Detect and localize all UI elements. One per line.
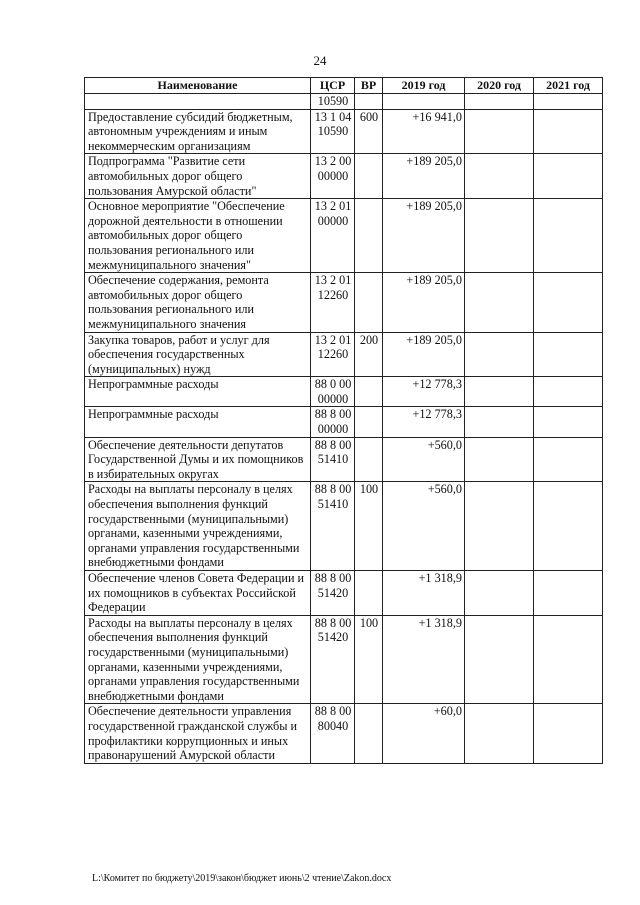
cell-2019: +16 941,0 — [383, 109, 465, 154]
table-row — [85, 437, 603, 482]
cell-2021 — [534, 154, 603, 199]
cell-2020 — [465, 615, 534, 704]
cell-name: Расходы на выплаты персоналу в целях обеспечения выполнения функций государственными (муниципальными) органами, казенными учреждениями, органами управления государственными внебюджетными фондами — [85, 482, 311, 571]
cell-vr — [355, 377, 383, 407]
cell-2021 — [534, 437, 603, 482]
cell-2021 — [534, 482, 603, 571]
file-path-footer: L:\Комитет по бюджету\2019\закон\бюджет июнь\2 чтение\Zakon.docx — [92, 873, 392, 884]
cell-2020 — [465, 332, 534, 377]
table-row — [85, 571, 603, 616]
table-row — [85, 377, 603, 407]
header-2020: 2020 год — [465, 78, 534, 94]
table-header-row — [85, 78, 603, 94]
table-row — [85, 407, 603, 437]
cell-2021 — [534, 199, 603, 273]
cell-2020 — [465, 109, 534, 154]
cell-2020 — [465, 704, 534, 763]
cell-2021 — [534, 615, 603, 704]
table-row — [85, 199, 603, 273]
cell-2019: +189 205,0 — [383, 199, 465, 273]
cell-name: Предоставление субсидий бюджетным, автономным учреждениям и иным некоммерческим организациям — [85, 109, 311, 154]
cell-2019: +560,0 — [383, 482, 465, 571]
cell-2020 — [465, 273, 534, 332]
cell-name: Обеспечение деятельности управления государственной гражданской службы и профилактики коррупционных и иных правонарушений Амурской области — [85, 704, 311, 763]
cell-name: Непрограммные расходы — [85, 377, 311, 407]
cell-2020 — [465, 94, 534, 110]
cell-2021 — [534, 571, 603, 616]
cell-name: Непрограммные расходы — [85, 407, 311, 437]
table-body — [85, 94, 603, 764]
cell-vr: 100 — [355, 482, 383, 571]
cell-2020 — [465, 407, 534, 437]
cell-2021 — [534, 273, 603, 332]
cell-2020 — [465, 377, 534, 407]
table-row — [85, 109, 603, 154]
table-row — [85, 273, 603, 332]
cell-2021 — [534, 109, 603, 154]
cell-name: Обеспечение содержания, ремонта автомобильных дорог общего пользования регионального или межмуниципального значения — [85, 273, 311, 332]
header-2021: 2021 год — [534, 78, 603, 94]
table-row — [85, 482, 603, 571]
cell-csr: 88 0 00 00000 — [311, 377, 355, 407]
cell-vr — [355, 94, 383, 110]
cell-2019: +189 205,0 — [383, 154, 465, 199]
cell-2020 — [465, 571, 534, 616]
table-row — [85, 154, 603, 199]
cell-2019: +560,0 — [383, 437, 465, 482]
cell-csr: 13 2 01 12260 — [311, 332, 355, 377]
cell-2019: +1 318,9 — [383, 571, 465, 616]
cell-2019 — [383, 94, 465, 110]
cell-2021 — [534, 377, 603, 407]
cell-csr: 13 2 00 00000 — [311, 154, 355, 199]
cell-name: Обеспечение членов Совета Федерации и их помощников в субъектах Российской Федерации — [85, 571, 311, 616]
cell-csr: 88 8 00 80040 — [311, 704, 355, 763]
cell-csr: 13 1 04 10590 — [311, 109, 355, 154]
cell-vr: 600 — [355, 109, 383, 154]
cell-csr: 10590 — [311, 94, 355, 110]
cell-2021 — [534, 704, 603, 763]
cell-name: Закупка товаров, работ и услуг для обеспечения государственных (муниципальных) нужд — [85, 332, 311, 377]
cell-csr: 88 8 00 51410 — [311, 437, 355, 482]
cell-2019: +12 778,3 — [383, 377, 465, 407]
cell-vr — [355, 154, 383, 199]
cell-2020 — [465, 482, 534, 571]
table-row — [85, 332, 603, 377]
cell-2020 — [465, 199, 534, 273]
cell-2019: +189 205,0 — [383, 332, 465, 377]
cell-name: Обеспечение деятельности депутатов Государственной Думы и их помощников в избирательных округах — [85, 437, 311, 482]
cell-2020 — [465, 437, 534, 482]
cell-vr — [355, 199, 383, 273]
cell-vr — [355, 704, 383, 763]
cell-2019: +12 778,3 — [383, 407, 465, 437]
table-row — [85, 94, 603, 110]
cell-csr: 88 8 00 00000 — [311, 407, 355, 437]
header-name: Наименование — [85, 78, 311, 94]
cell-vr: 100 — [355, 615, 383, 704]
cell-vr — [355, 437, 383, 482]
cell-vr: 200 — [355, 332, 383, 377]
cell-name: Подпрограмма "Развитие сети автомобильных дорог общего пользования Амурской области" — [85, 154, 311, 199]
cell-2021 — [534, 332, 603, 377]
header-vr: ВР — [355, 78, 383, 94]
cell-csr: 88 8 00 51410 — [311, 482, 355, 571]
cell-2021 — [534, 94, 603, 110]
cell-csr: 13 2 01 12260 — [311, 273, 355, 332]
cell-name — [85, 94, 311, 110]
header-csr: ЦСР — [311, 78, 355, 94]
cell-csr: 88 8 00 51420 — [311, 615, 355, 704]
page-number: 24 — [313, 53, 327, 68]
cell-2019: +60,0 — [383, 704, 465, 763]
cell-vr — [355, 571, 383, 616]
cell-2021 — [534, 407, 603, 437]
cell-name: Основное мероприятие "Обеспечение дорожной деятельности в отношении автомобильных дорог общего пользования регионального или межмуниципального значения" — [85, 199, 311, 273]
table-row — [85, 704, 603, 763]
cell-csr: 88 8 00 51420 — [311, 571, 355, 616]
cell-csr: 13 2 01 00000 — [311, 199, 355, 273]
cell-vr — [355, 273, 383, 332]
budget-table — [84, 77, 603, 764]
cell-name: Расходы на выплаты персоналу в целях обеспечения выполнения функций государственными (муниципальными) органами, казенными учреждениями, органами управления государственными внебюджетными фондами — [85, 615, 311, 704]
cell-vr — [355, 407, 383, 437]
table-row — [85, 615, 603, 704]
cell-2019: +1 318,9 — [383, 615, 465, 704]
cell-2020 — [465, 154, 534, 199]
header-2019: 2019 год — [383, 78, 465, 94]
cell-2019: +189 205,0 — [383, 273, 465, 332]
